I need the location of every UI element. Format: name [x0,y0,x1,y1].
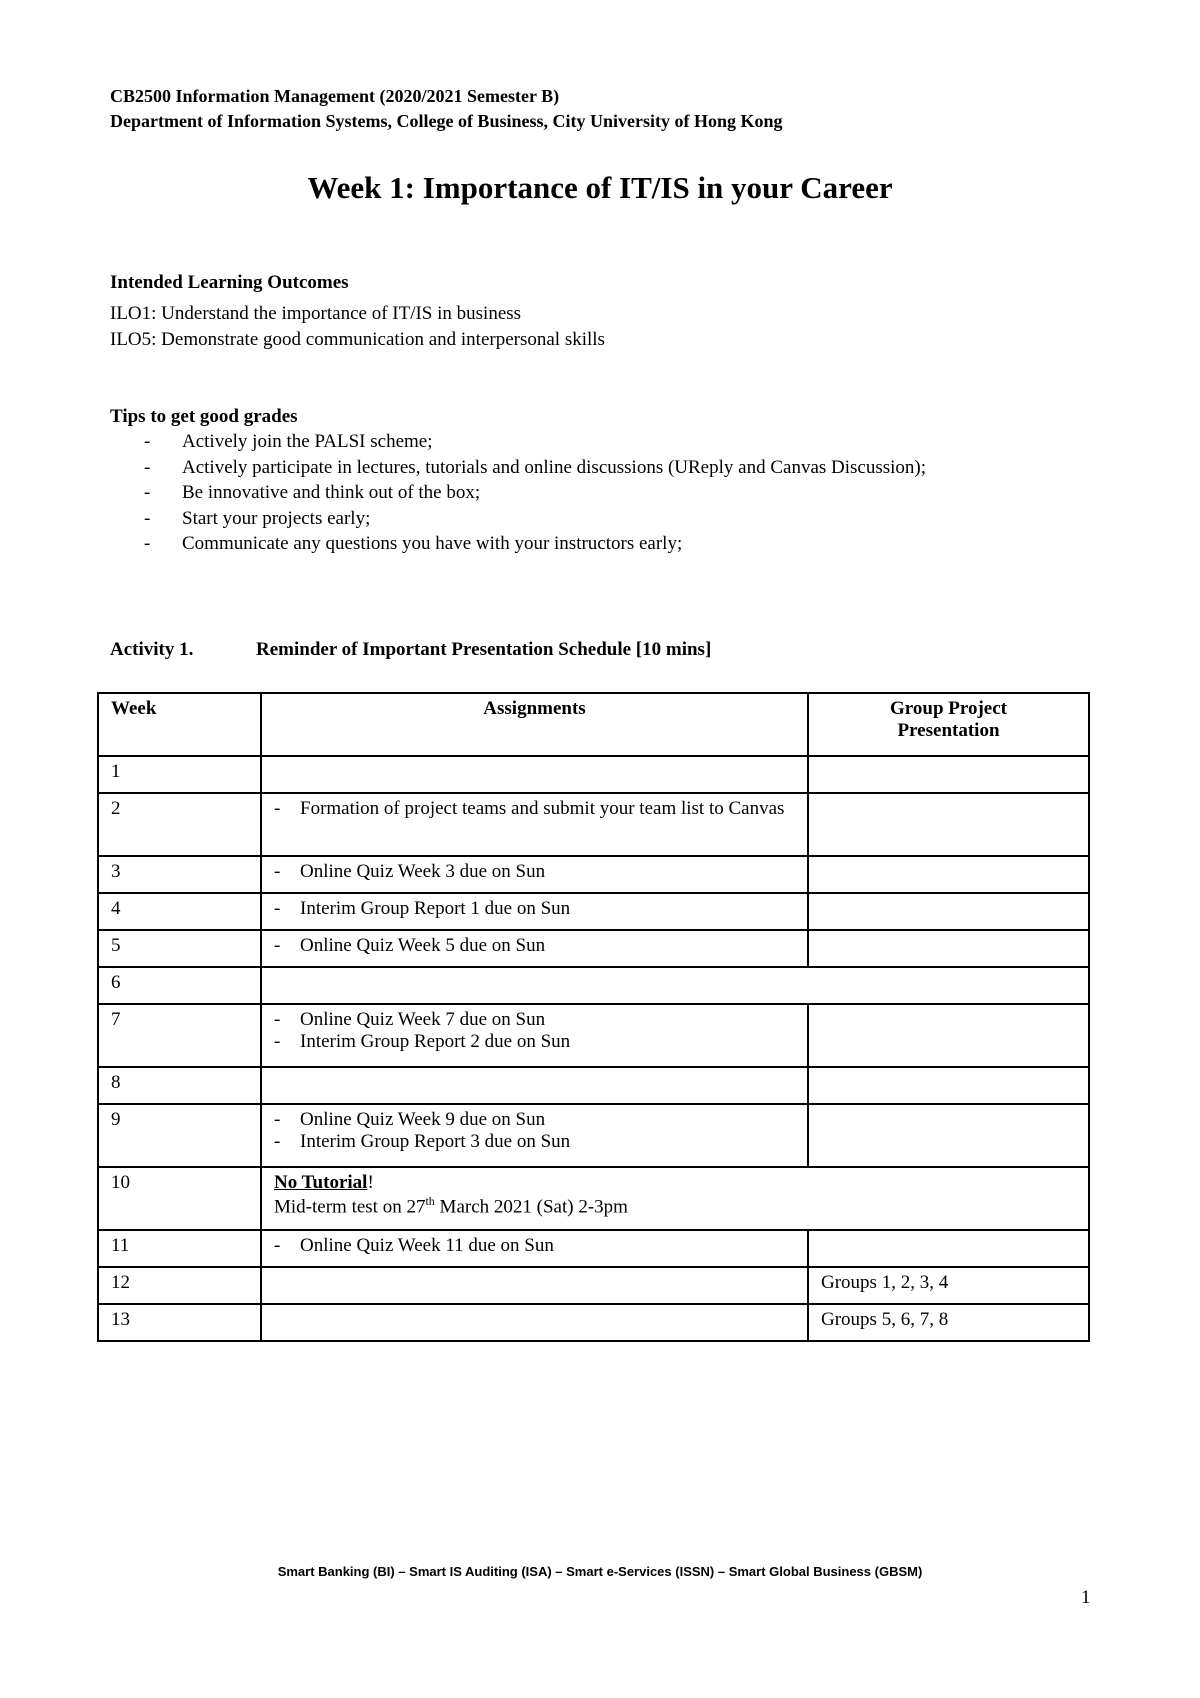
dash-bullet: - [144,456,151,478]
assignment-item [274,1109,795,1131]
tip-item [110,508,926,534]
week-cell: 3 [98,856,261,893]
assignment-cell [261,893,808,930]
presentation-cell [808,930,1089,967]
activity-heading [110,639,711,661]
assignment-cell [261,967,1089,1004]
no-tutorial-text: No Tutorial [274,1172,368,1193]
assignment-text: Interim Group Report 1 due on Sun [300,898,571,919]
tip-text: Start your projects early; [182,507,371,529]
presentation-cell [808,756,1089,793]
week-cell: 9 [98,1104,261,1167]
week-cell: 10 [98,1167,261,1230]
assignment-item [274,861,795,883]
ilo-item: ILO1: Understand the importance of IT/IS in business [110,303,522,324]
assignment-text: Online Quiz Week 9 due on Sun [300,1109,546,1130]
schedule-table [97,692,1090,1342]
assignment-text: Online Quiz Week 5 due on Sun [300,935,546,956]
dash-bullet: - [274,1235,281,1256]
midterm-ordinal: th [425,1194,435,1208]
midterm-notice [274,1194,1076,1218]
assignment-text: Interim Group Report 3 due on Sun [300,1131,571,1152]
tip-item [110,482,926,508]
presentation-cell [808,893,1089,930]
table-row [98,1167,1089,1230]
presentation-cell [808,1004,1089,1067]
week-cell: 5 [98,930,261,967]
assignment-cell [261,1004,808,1067]
dash-bullet: - [274,898,281,919]
presentation-cell [808,1230,1089,1267]
week-cell: 8 [98,1067,261,1104]
presentation-header-line: Presentation [897,720,1000,741]
presentation-cell: Groups 1, 2, 3, 4 [808,1267,1089,1304]
presentation-cell [808,1104,1089,1167]
table-header-row [98,693,1089,756]
table-row [98,1230,1089,1267]
week-cell: 6 [98,967,261,1004]
assignment-cell [261,756,808,793]
table-row [98,1004,1089,1067]
table-row [98,1304,1089,1341]
tip-item [110,431,926,457]
presentation-header-line: Group Project [890,698,1007,719]
table-row [98,1104,1089,1167]
assignment-text: Online Quiz Week 7 due on Sun [300,1009,546,1030]
midterm-text: Mid-term test on 27 [274,1196,426,1218]
assignment-cell [261,1067,808,1104]
assignment-item [274,1009,795,1031]
week-cell: 1 [98,756,261,793]
week-cell: 2 [98,793,261,856]
week-cell: 11 [98,1230,261,1267]
dash-bullet: - [144,533,151,554]
presentation-cell [808,1067,1089,1104]
assignment-text: Interim Group Report 2 due on Sun [300,1031,571,1052]
week-header: Week [98,693,261,756]
assignment-item [274,1131,795,1153]
page-number: 1 [1081,1587,1091,1608]
midterm-text: March 2021 (Sat) 2-3pm [434,1196,628,1218]
table-row [98,793,1089,856]
activity-number: Activity 1. [110,639,194,660]
assignment-text: Online Quiz Week 3 due on Sun [300,861,546,882]
week-cell: 7 [98,1004,261,1067]
dash-bullet: - [274,798,281,819]
assignment-cell [261,1230,808,1267]
tip-text: Be innovative and think out of the box; [182,482,481,503]
tip-text: Actively participate in lectures, tutorials and online discussions (UReply and Canvas Discussion); [182,456,927,478]
tip-text: Communicate any questions you have with your instructors early; [182,533,683,554]
week-cell: 12 [98,1267,261,1304]
tip-text: Actively join the PALSI scheme; [182,431,433,452]
assignment-cell [261,1104,808,1167]
presentation-cell: Groups 5, 6, 7, 8 [808,1304,1089,1341]
dash-bullet: - [144,482,151,503]
no-tutorial-exclaim: ! [367,1172,374,1193]
dash-bullet: - [274,1031,281,1052]
table-row [98,1267,1089,1304]
table-row [98,967,1089,1004]
tips-list [110,431,926,559]
page-footer: Smart Banking (BI) – Smart IS Auditing (ISA) – Smart e-Services (ISSN) – Smart Global Business (GBSM) [277,1564,923,1579]
assignment-item [274,798,795,820]
presentation-cell [808,793,1089,856]
assignment-cell [261,1304,808,1341]
assignment-item [274,1031,795,1053]
dash-bullet: - [144,507,151,529]
assignment-text: Online Quiz Week 11 due on Sun [300,1235,554,1256]
ilo-item: ILO5: Demonstrate good communication and interpersonal skills [110,329,605,350]
dash-bullet: - [274,1109,281,1130]
assignment-item [274,1235,795,1257]
dash-bullet: - [274,861,281,882]
department-header: Department of Information Systems, College of Business, City University of Hong Kong [110,111,783,131]
week-cell: 13 [98,1304,261,1341]
week-cell: 4 [98,893,261,930]
table-row [98,756,1089,793]
page-title: Week 1: Importance of IT/IS in your Career [307,170,893,205]
dash-bullet: - [274,1009,281,1030]
tips-heading: Tips to get good grades [110,406,298,427]
table-row [98,893,1089,930]
tip-item [110,533,926,559]
presentation-header [808,693,1089,756]
presentation-cell [808,856,1089,893]
assignment-cell [261,1267,808,1304]
assignment-cell [261,930,808,967]
dash-bullet: - [274,935,281,956]
no-tutorial-notice [274,1172,1076,1194]
activity-title: Reminder of Important Presentation Schedule [10 mins] [256,639,712,660]
assignment-cell [261,1167,1089,1230]
assignment-cell [261,856,808,893]
dash-bullet: - [274,1131,281,1152]
course-header: CB2500 Information Management (2020/2021 Semester B) [110,86,560,106]
table-row [98,856,1089,893]
assignment-cell [261,793,808,856]
ilo-heading: Intended Learning Outcomes [110,272,349,293]
table-row [98,1067,1089,1104]
tip-item [110,457,926,483]
assignment-item [274,935,795,957]
assignment-item [274,898,795,920]
dash-bullet: - [144,431,151,452]
assignments-header: Assignments [261,693,808,756]
assignment-text: Formation of project teams and submit your team list to Canvas [300,798,785,819]
table-row [98,930,1089,967]
